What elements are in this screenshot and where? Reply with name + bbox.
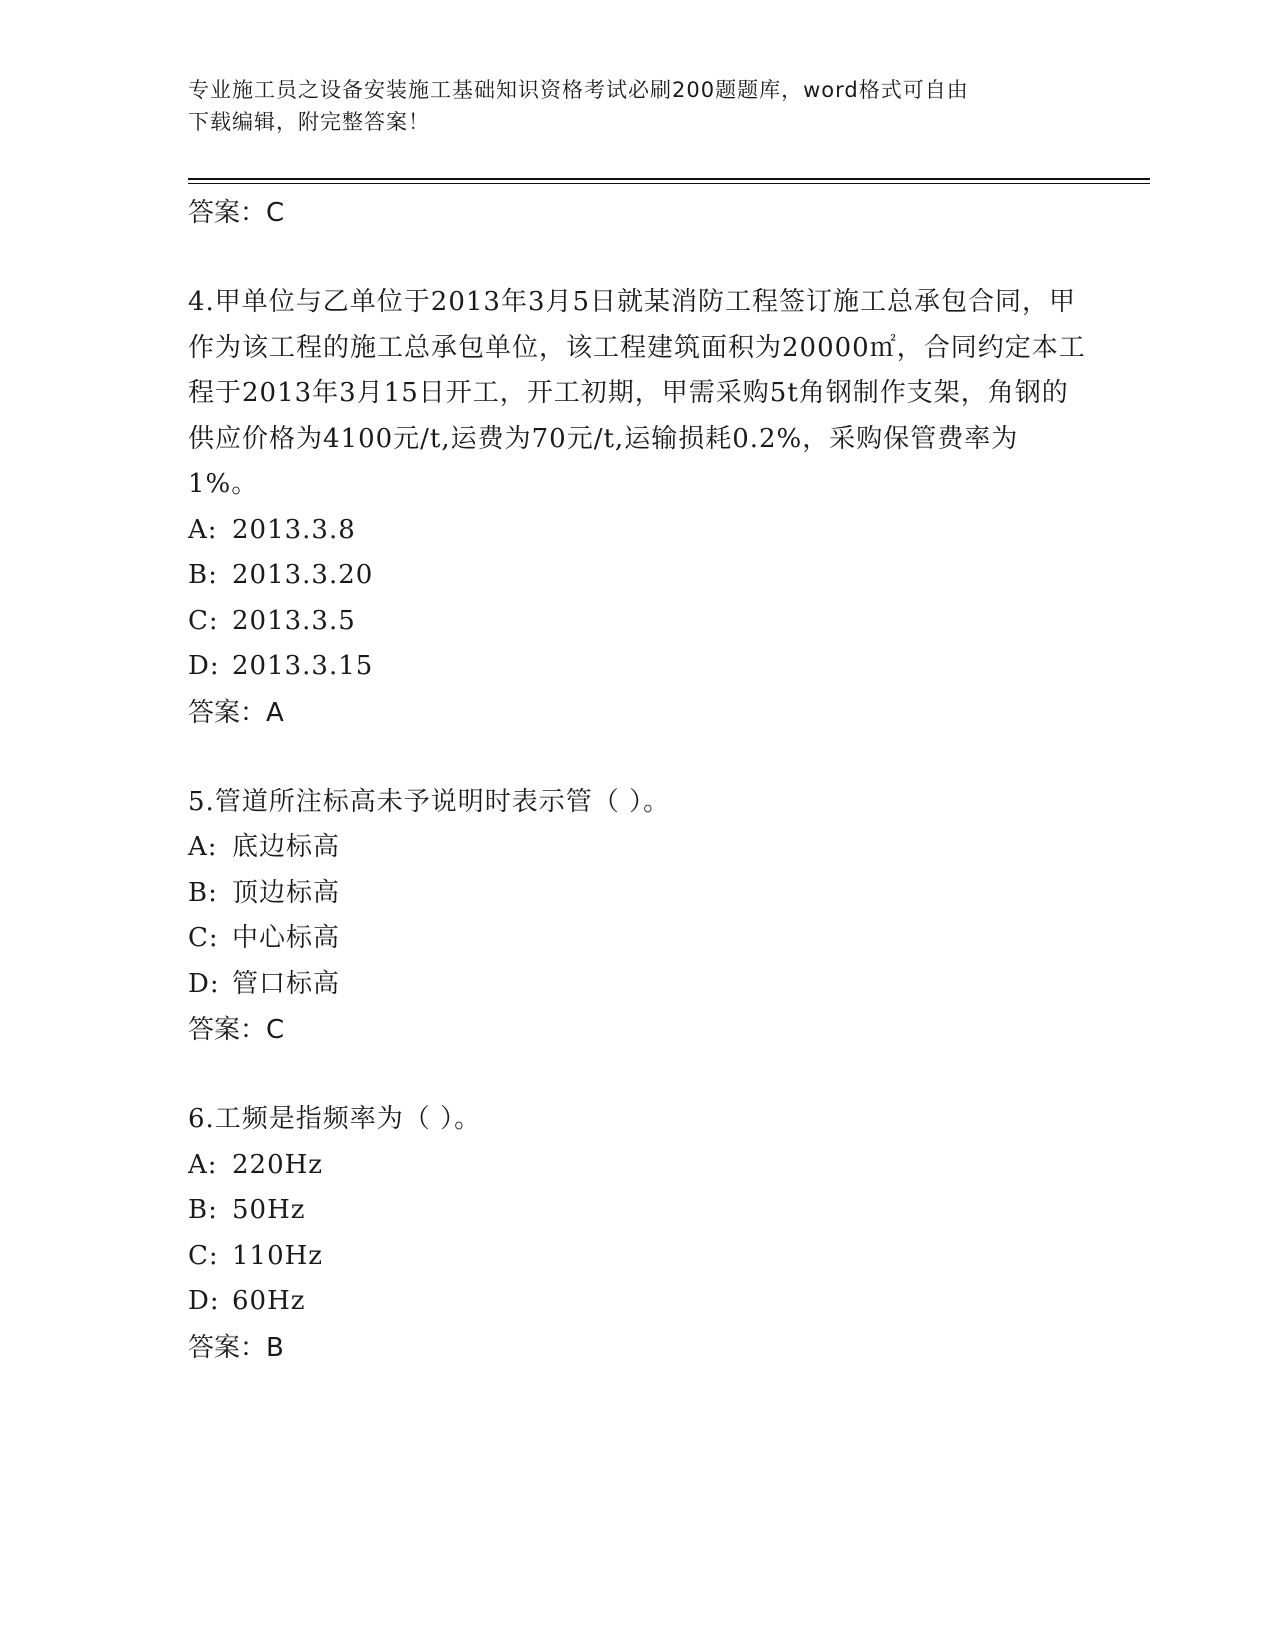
answer: 答案：C xyxy=(188,1015,285,1045)
option-b xyxy=(188,1188,1088,1234)
header-line-2: 下载编辑，附完整答案！ xyxy=(188,110,430,134)
option-value: 50Hz xyxy=(232,1195,306,1225)
option-value: 110Hz xyxy=(232,1240,323,1271)
option-d xyxy=(188,962,1088,1008)
option-label: D: xyxy=(188,1286,220,1316)
question-4 xyxy=(188,280,1088,736)
header-divider-thick xyxy=(188,178,1150,180)
option-label: D: xyxy=(188,968,220,999)
answer: 答案：B xyxy=(188,1332,284,1363)
option-value: 2013.3.20 xyxy=(232,560,374,590)
question-text: 6.工频是指频率为（ ）。 xyxy=(188,1104,482,1134)
option-label: B: xyxy=(188,1195,218,1225)
previous-answer: 答案：C xyxy=(188,198,285,228)
option-label: B: xyxy=(188,560,218,590)
option-value: 2013.3.8 xyxy=(232,514,356,545)
option-value: 60Hz xyxy=(232,1286,306,1316)
option-c xyxy=(188,599,1088,645)
option-value: 底边标高 xyxy=(232,832,341,862)
option-a xyxy=(188,1143,1088,1189)
option-value: 顶边标高 xyxy=(232,877,341,908)
option-value: 管口标高 xyxy=(232,968,341,999)
question-6 xyxy=(188,1097,1088,1371)
page-header xyxy=(188,74,1088,138)
option-label: C: xyxy=(188,1240,219,1271)
option-label: C: xyxy=(188,923,219,953)
option-label: B: xyxy=(188,877,218,908)
option-d xyxy=(188,1279,1088,1325)
option-value: 中心标高 xyxy=(232,923,341,953)
question-list xyxy=(188,190,1088,1371)
option-value: 2013.3.15 xyxy=(232,651,374,681)
option-b xyxy=(188,553,1088,599)
option-label: D: xyxy=(188,651,220,681)
option-a xyxy=(188,508,1088,554)
question-5 xyxy=(188,780,1088,1054)
answer: 答案：A xyxy=(188,697,284,728)
header-line-1: 专业施工员之设备安装施工基础知识资格考试必刷200题题库，word格式可自由 xyxy=(188,78,969,102)
header-divider-thin xyxy=(188,183,1150,184)
option-b xyxy=(188,871,1088,917)
option-value: 2013.3.5 xyxy=(232,605,356,636)
question-text: 4.甲单位与乙单位于2013年3月5日就某消防工程签订施工总承包合同，甲作为该工程的施工总承包单位，该工程建筑面积为20000㎡，合同约定本工程于2013年3月15日开工，开工初期，甲需采购5t角钢制作支架，角钢的供应价格为4100元/t,运费为70元/t,运输损耗0.2%，采购保管费率为1%。 xyxy=(188,287,1086,499)
option-c xyxy=(188,1234,1088,1280)
option-label: A: xyxy=(188,1149,218,1180)
option-value: 220Hz xyxy=(232,1149,323,1180)
option-c xyxy=(188,916,1088,962)
option-label: A: xyxy=(188,832,218,862)
question-text: 5.管道所注标高未予说明时表示管（ ）。 xyxy=(188,786,671,817)
option-label: C: xyxy=(188,605,219,636)
option-d xyxy=(188,644,1088,690)
option-label: A: xyxy=(188,514,218,545)
option-a xyxy=(188,825,1088,871)
